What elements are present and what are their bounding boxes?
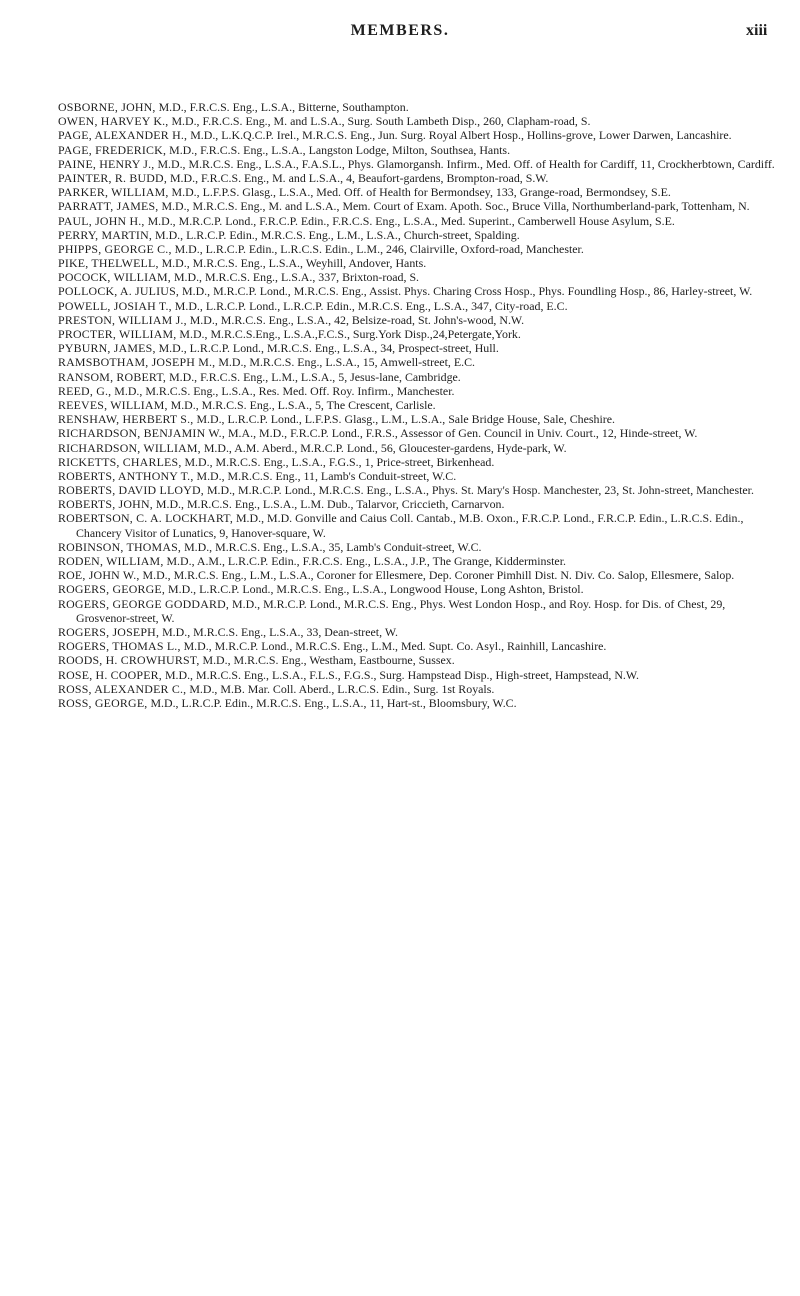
page-number: xiii [746, 22, 768, 39]
member-name: PHIPPS, GEORGE C., [58, 241, 172, 256]
member-entry [58, 341, 780, 355]
member-list [58, 100, 780, 710]
member-name: ROBINSON, THOMAS, [58, 539, 182, 554]
member-name: PROCTER, WILLIAM, [58, 327, 177, 341]
member-details: M.D., L.R.C.P. Lond., M.R.C.S. Eng., L.S.A., Longwood House, Long Ashton, Bristol. [165, 582, 584, 597]
member-name: PARRATT, JAMES, [58, 199, 159, 214]
member-entry [58, 256, 780, 270]
member-entry [58, 582, 780, 596]
member-entry [58, 426, 780, 440]
member-name: ROE, JOHN W., [58, 568, 140, 583]
member-details: M.D., M.D. Gonville and Caius Coll. Cantab., M.B. Oxon., F.R.C.P. Lond., F.R.C.P. Edin., L.R.C.S. Edin., Chancery Visitor of Lunatics, 9, Hanover-square, W. [76, 511, 744, 540]
member-name: RICKETTS, CHARLES, [58, 454, 182, 469]
member-name: POCOCK, WILLIAM, [58, 270, 171, 285]
member-entry [58, 554, 780, 568]
member-name: PYBURN, JAMES, [58, 341, 156, 356]
member-entry [58, 682, 780, 696]
member-entry [58, 313, 780, 327]
member-entry [58, 228, 780, 242]
member-details: M.D., L.R.C.P. Lond., L.F.P.S. Glasg., L.M., L.S.A., Sale Bridge House, Sale, Cheshire. [193, 412, 615, 427]
member-details: M.D., F.R.C.S. Eng., M. and L.S.A., Surg. South Lambeth Disp., 260, Clapham-road, S. [168, 114, 591, 129]
member-name: RANSOM, ROBERT, [58, 369, 167, 384]
member-entry [58, 214, 780, 228]
member-name: POLLOCK, A. JULIUS, [58, 284, 180, 299]
member-name: PRESTON, WILLIAM J., [58, 312, 187, 327]
member-name: ROBERTSON, C. A. LOCKHART, [58, 511, 233, 526]
member-entry [58, 100, 780, 114]
member-details: M.D., M.R.C.S. Eng., L.S.A., 15, Amwell-street, E.C. [215, 355, 475, 370]
member-entry [58, 696, 780, 710]
member-details: M.D., M.R.C.P. Lond., M.R.C.S. Eng., L.M., Med. Supt. Co. Asyl., Rainhill, Lancashire. [180, 639, 607, 654]
member-details: M.D., F.R.C.S. Eng., L.S.A., Bitterne, Southampton. [155, 100, 409, 114]
member-name: RODEN, WILLIAM, [58, 554, 164, 568]
member-name: RAMSBOTHAM, JOSEPH M., [58, 355, 216, 370]
member-details: M.D., L.R.C.P. Lond., L.R.C.P. Edin., M.R.C.S. Eng., L.S.A., 347, City-road, E.C. [171, 298, 568, 313]
member-details: M.D., L.R.C.P. Edin., M.R.C.S. Eng., L.S.A., 11, Hart-st., Bloomsbury, W.C. [147, 695, 517, 710]
member-details: M.D., M.R.C.S. Eng., L.S.A., 337, Brixton-road, S. [170, 270, 420, 285]
member-details: M.D., M.R.C.S. Eng., L.S.A., 33, Dean-street, W. [159, 624, 398, 639]
member-name: POWELL, JOSIAH T., [58, 298, 172, 313]
member-details: M.D., M.R.C.S. Eng., L.S.A., 35, Lamb's Conduit-street, W.C. [181, 539, 482, 554]
member-details: M.A., M.D., F.R.C.P. Lond., F.R.S., Assessor of Gen. Council in Univ. Court., 12, Hinde-street, W. [225, 426, 698, 441]
member-entry [58, 639, 780, 653]
member-name: RICHARDSON, BENJAMIN W., [58, 426, 225, 441]
member-entry [58, 327, 780, 341]
member-entry [58, 511, 780, 539]
member-entry [58, 483, 780, 497]
member-entry [58, 398, 780, 412]
member-name: RENSHAW, HERBERT S., [58, 412, 194, 427]
member-name: PAUL, JOHN H., [58, 213, 145, 228]
member-entry [58, 597, 780, 625]
member-entry [58, 143, 780, 157]
member-details: M.D., F.R.C.S. Eng., L.M., L.S.A., 5, Jesus-lane, Cambridge. [166, 369, 461, 384]
member-entry [58, 199, 780, 213]
member-name: PAINE, HENRY J., [58, 156, 155, 171]
member-name: OSBORNE, JOHN, [58, 100, 156, 114]
member-details: M.D., M.R.C.S.Eng., L.S.A.,F.C.S., Surg.York Disp.,24,Petergate,York. [176, 327, 521, 341]
member-name: OWEN, HARVEY K., [58, 114, 169, 129]
member-details: M.D., A.M. Aberd., M.R.C.P. Lond., 56, Gloucester-gardens, Hyde-park, W. [200, 440, 567, 455]
member-entry [58, 568, 780, 582]
member-details: M.D., M.R.C.S. Eng., L.S.A., 42, Belsize-road, St. John's-wood, N.W. [186, 312, 525, 327]
member-entry [58, 128, 780, 142]
member-name: REEVES, WILLIAM, [58, 397, 168, 412]
member-entry [58, 625, 780, 639]
member-name: ROSS, ALEXANDER C., [58, 681, 187, 696]
member-details: M.D., M.R.C.S. Eng., 11, Lamb's Conduit-street, W.C. [193, 468, 457, 483]
member-details: M.D., M.R.C.P. Lond., M.R.C.S. Eng., L.S.A., Phys. St. Mary's Hosp. Manchester, 23, St. John-street, Manchester. [203, 483, 754, 498]
member-name: ROGERS, JOSEPH, [58, 624, 160, 639]
member-details: M.D., M.R.C.S. Eng., L.S.A., 5, The Crescent, Carlisle. [167, 397, 436, 412]
member-details: M.D., L.R.C.P. Edin., L.R.C.S. Edin., L.M., 246, Clairville, Oxford-road, Manchester. [171, 241, 584, 256]
member-details: M.D., F.R.C.S. Eng., M. and L.S.A., 4, Beaufort-gardens, Brompton-road, S.W. [167, 170, 549, 185]
member-details: M.D., L.R.C.P. Lond., M.R.C.S. Eng., L.S.A., 34, Prospect-street, Hull. [155, 341, 499, 356]
member-name: PIKE, THELWELL, [58, 256, 159, 271]
running-head: MEMBERS. [350, 22, 450, 39]
member-name: ROBERTS, JOHN, [58, 497, 153, 512]
member-entry [58, 157, 780, 171]
member-name: REED, G., [58, 383, 112, 398]
member-entry [58, 412, 780, 426]
member-name: ROODS, H. CROWHURST, [58, 653, 200, 668]
member-entry [58, 270, 780, 284]
member-details: M.D., L.R.C.P. Edin., M.R.C.S. Eng., L.M., L.S.A., Church-street, Spalding. [152, 227, 520, 242]
member-name: PERRY, MARTIN, [58, 227, 153, 242]
member-details: M.D., M.R.C.S. Eng., L.S.A., F.L.S., F.G.S., Surg. Hampstead Disp., High-street, Hampstead, N.W. [161, 667, 639, 682]
member-entry [58, 299, 780, 313]
member-name: RICHARDSON, WILLIAM, [58, 440, 201, 455]
member-details: M.D., M.R.C.S. Eng., M. and L.S.A., Mem. Court of Exam. Apoth. Soc., Bruce Villa, Northumberland-park, Tottenham, N. [158, 199, 750, 214]
member-name: ROGERS, GEORGE, [58, 582, 166, 597]
member-name: ROBERTS, ANTHONY T., [58, 468, 194, 483]
member-entry [58, 284, 780, 298]
member-details: M.D., M.B. Mar. Coll. Aberd., L.R.C.S. Edin., Surg. 1st Royals. [186, 681, 495, 696]
member-details: M.D., M.R.C.S. Eng., L.S.A., Weyhill, Andover, Hants. [158, 256, 427, 271]
member-details: M.D., M.R.C.P. Lond., M.R.C.S. Eng., Phys. West London Hosp., and Roy. Hosp. for Dis. of Chest, 29, Grosvenor-street, W. [76, 596, 726, 625]
member-details: M.D., M.R.C.S. Eng., L.M., L.S.A., Coroner for Ellesmere, Dep. Coroner Pimhill Dist. N. Div. Co. Salop, Ellesmere, Salop. [139, 568, 735, 583]
member-name: ROGERS, GEORGE GODDARD, [58, 596, 230, 611]
member-details: M.D., M.R.C.P. Lond., F.R.C.P. Edin., F.R.C.S. Eng., L.S.A., Med. Superint., Camberwell House Asylum, S.E. [144, 213, 675, 228]
member-entry [58, 384, 780, 398]
member-name: PAINTER, R. BUDD, [58, 170, 167, 185]
member-details: M.D., M.R.C.S. Eng., L.S.A., F.G.S., 1, Price-street, Birkenhead. [181, 454, 495, 469]
member-entry [58, 242, 780, 256]
member-entry [58, 497, 780, 511]
member-details: M.D., F.R.C.S. Eng., L.S.A., Langston Lodge, Milton, Southsea, Hants. [166, 142, 511, 157]
member-name: PAGE, FREDERICK, [58, 142, 167, 157]
member-details: M.D., M.R.C.S. Eng., Westham, Eastbourne, Sussex. [199, 653, 455, 668]
member-entry [58, 171, 780, 185]
member-details: M.D., A.M., L.R.C.P. Edin., F.R.C.S. Eng., L.S.A., J.P., The Grange, Kidderminster. [163, 554, 566, 568]
member-details: M.D., M.R.C.S. Eng., L.S.A., L.M. Dub., Talarvor, Criccieth, Carnarvon. [152, 497, 505, 512]
member-name: ROSE, H. COOPER, [58, 667, 162, 682]
member-name: PARKER, WILLIAM, [58, 185, 169, 200]
member-entry [58, 653, 780, 667]
member-name: ROGERS, THOMAS L., [58, 639, 181, 654]
member-entry [58, 185, 780, 199]
member-details: M.D., M.R.C.S. Eng., L.S.A., F.A.S.L., Phys. Glamorgansh. Infirm., Med. Off. of Health for Cardiff, 11, Crockherbtown, Cardiff. [154, 156, 775, 171]
member-details: M.D., M.R.C.S. Eng., L.S.A., Res. Med. Off. Roy. Infirm., Manchester. [111, 383, 455, 398]
member-details: M.D., M.R.C.P. Lond., M.R.C.S. Eng., Assist. Phys. Charing Cross Hosp., Phys. Foundling Hosp., 86, Harley-street, W. [179, 284, 753, 299]
member-name: PAGE, ALEXANDER H., [58, 128, 188, 143]
member-details: M.D., L.K.Q.C.P. Irel., M.R.C.S. Eng., Jun. Surg. Royal Albert Hosp., Hollins-grove, Lower Darwen, Lancashire. [187, 128, 732, 143]
member-entry [58, 540, 780, 554]
member-name: ROSS, GEORGE, [58, 695, 148, 710]
member-entry [58, 469, 780, 483]
member-entry [58, 355, 780, 369]
member-entry [58, 370, 780, 384]
member-entry [58, 668, 780, 682]
member-details: M.D., L.F.P.S. Glasg., L.S.A., Med. Off. of Health for Bermondsey, 133, Grange-road, Bermondsey, S.E. [168, 185, 671, 200]
member-name: ROBERTS, DAVID LLOYD, [58, 483, 204, 498]
member-entry [58, 441, 780, 455]
member-entry [58, 455, 780, 469]
member-entry [58, 114, 780, 128]
